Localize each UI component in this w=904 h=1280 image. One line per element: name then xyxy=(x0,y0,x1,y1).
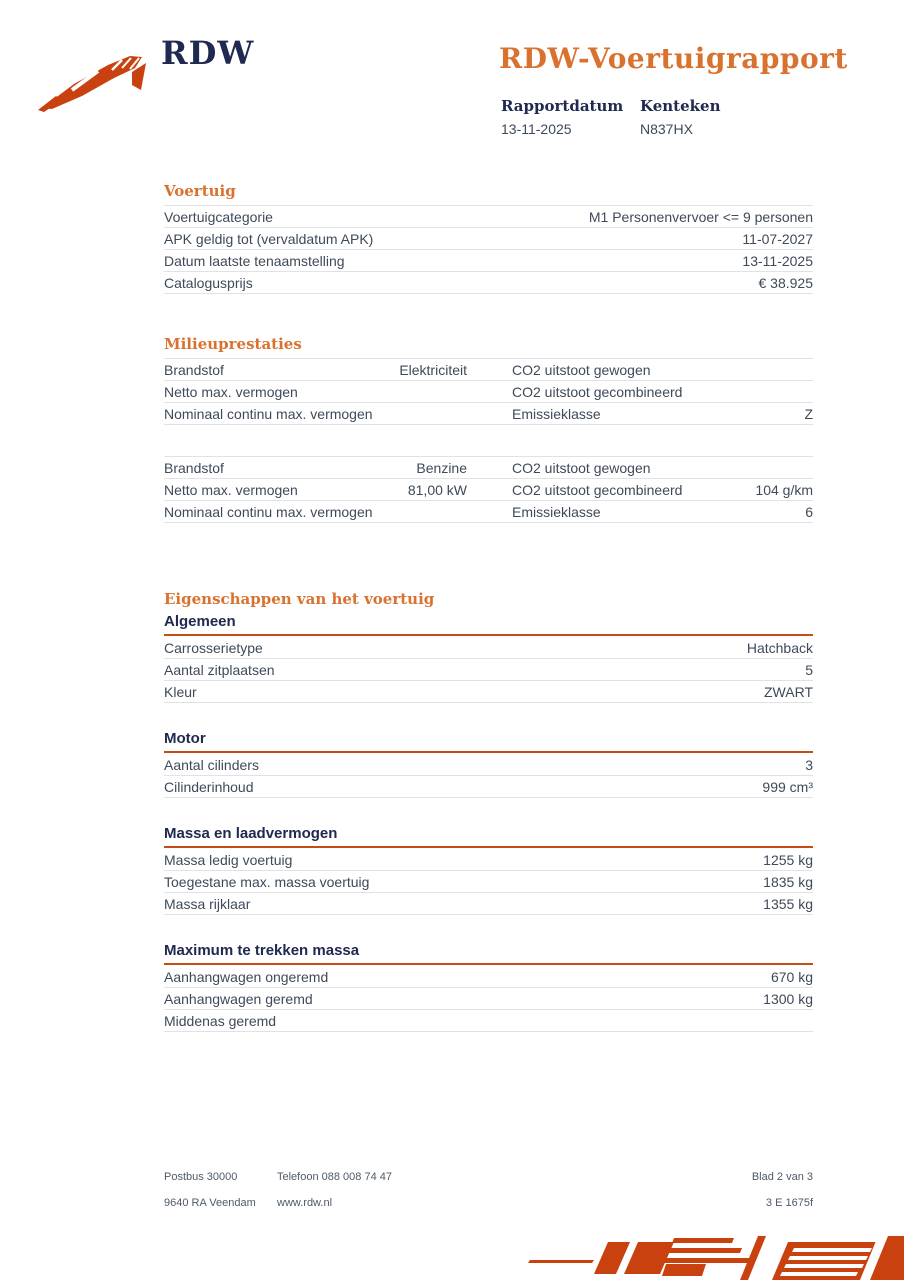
milieu-block xyxy=(164,358,813,425)
subsection-title: Algemeen xyxy=(164,613,236,630)
footer-page-indicator: Blad 2 van 3 xyxy=(751,1171,813,1183)
row-value: ZWART xyxy=(764,683,813,700)
row-label: Voertuigcategorie xyxy=(164,208,273,225)
row-label: CO2 uitstoot gewogen xyxy=(512,361,651,378)
report-meta xyxy=(501,97,779,137)
row-label: Aantal cilinders xyxy=(164,756,259,773)
row-value: Benzine xyxy=(416,459,467,476)
row-label: CO2 uitstoot gecombineerd xyxy=(512,383,683,400)
rdw-logo-swoosh-icon xyxy=(36,48,156,114)
row-right-cell xyxy=(512,406,813,422)
row-label: Massa ledig voertuig xyxy=(164,851,293,868)
row-value: 13-11-2025 xyxy=(742,252,813,269)
row-value: € 38.925 xyxy=(758,274,813,291)
row-left-cell xyxy=(164,406,467,422)
report-date-label: Rapportdatum xyxy=(501,97,624,115)
footer-address-line2: 9640 RA Veendam xyxy=(164,1197,256,1209)
table-row xyxy=(164,637,813,659)
row-label: Netto max. vermogen xyxy=(164,481,298,498)
row-value: 999 cm³ xyxy=(762,778,813,795)
subsection-rule xyxy=(164,751,813,753)
table-row xyxy=(164,849,813,871)
subsection-rule xyxy=(164,634,813,636)
footer-website: www.rdw.nl xyxy=(277,1197,333,1209)
page-title: RDW-Voertuigrapport xyxy=(499,42,848,75)
table-row xyxy=(164,359,813,381)
row-label: CO2 uitstoot gewogen xyxy=(512,459,651,476)
row-value: 1835 kg xyxy=(763,873,813,890)
row-left-cell xyxy=(164,482,467,498)
row-value: 81,00 kW xyxy=(407,481,467,498)
section-voertuig xyxy=(164,182,813,294)
row-value: 5 xyxy=(805,661,813,678)
row-label: APK geldig tot (vervaldatum APK) xyxy=(164,230,374,247)
row-label: Aantal zitplaatsen xyxy=(164,661,275,678)
report-date-block xyxy=(501,97,640,137)
row-label: Toegestane max. massa voertuig xyxy=(164,873,370,890)
table-row xyxy=(164,457,813,479)
section-title-eigenschappen: Eigenschappen van het voertuig xyxy=(164,590,435,608)
table-row xyxy=(164,988,813,1010)
license-plate-value: N837HX xyxy=(640,121,693,137)
row-label: Emissieklasse xyxy=(512,405,601,422)
row-label: Nominaal continu max. vermogen xyxy=(164,503,373,520)
row-right-cell xyxy=(512,460,813,476)
milieu-blocks xyxy=(164,358,813,523)
table-row xyxy=(164,1010,813,1032)
subsection xyxy=(164,942,813,1032)
table-row xyxy=(164,403,813,425)
subsection xyxy=(164,613,813,703)
voertuig-table xyxy=(164,205,813,294)
row-label: CO2 uitstoot gecombineerd xyxy=(512,481,683,498)
rdw-speedlines-graphic xyxy=(526,1234,904,1280)
row-value: 6 xyxy=(805,503,813,520)
row-value: 1255 kg xyxy=(763,851,813,868)
row-label: Aanhangwagen geremd xyxy=(164,990,313,1007)
rdw-wordmark: RDW xyxy=(161,34,255,72)
row-value: Elektriciteit xyxy=(399,361,467,378)
table-row xyxy=(164,228,813,250)
page-footer xyxy=(164,1171,813,1223)
row-label: Brandstof xyxy=(164,361,224,378)
row-label: Middenas geremd xyxy=(164,1012,277,1029)
table-row xyxy=(164,659,813,681)
row-value: 670 kg xyxy=(770,968,813,985)
row-label: Datum laatste tenaamstelling xyxy=(164,252,345,269)
subsection-table xyxy=(164,966,813,1032)
row-label: Emissieklasse xyxy=(512,503,601,520)
row-value: Hatchback xyxy=(746,639,813,656)
table-row xyxy=(164,501,813,523)
row-left-cell xyxy=(164,504,467,520)
report-date-value: 13-11-2025 xyxy=(501,121,572,137)
table-row xyxy=(164,479,813,501)
subsection-rule xyxy=(164,963,813,965)
subsection xyxy=(164,825,813,915)
subsection-table xyxy=(164,637,813,703)
subsection-title: Maximum te trekken massa xyxy=(164,942,360,959)
row-value: Z xyxy=(804,405,813,422)
subsection-rule xyxy=(164,846,813,848)
footer-doc-code: 3 E 1675f xyxy=(765,1197,813,1209)
row-right-cell xyxy=(512,384,813,400)
subsection-title: Motor xyxy=(164,730,206,747)
table-row xyxy=(164,966,813,988)
table-row xyxy=(164,250,813,272)
table-row xyxy=(164,206,813,228)
footer-row-2 xyxy=(164,1197,813,1209)
row-right-cell xyxy=(512,482,813,498)
row-left-cell xyxy=(164,384,467,400)
row-value: 11-07-2027 xyxy=(742,230,813,247)
footer-address-line1: Postbus 30000 xyxy=(164,1171,238,1183)
milieu-block xyxy=(164,456,813,523)
row-label: Nominaal continu max. vermogen xyxy=(164,405,373,422)
row-label: Netto max. vermogen xyxy=(164,383,298,400)
table-row xyxy=(164,871,813,893)
table-row xyxy=(164,754,813,776)
section-eigenschappen xyxy=(164,590,813,1032)
row-label: Brandstof xyxy=(164,459,224,476)
table-row xyxy=(164,893,813,915)
row-right-cell xyxy=(512,362,813,378)
table-row xyxy=(164,272,813,294)
section-milieuprestaties xyxy=(164,335,813,523)
row-label: Catalogusprijs xyxy=(164,274,253,291)
row-label: Kleur xyxy=(164,683,197,700)
footer-phone: Telefoon 088 008 74 47 xyxy=(277,1171,392,1183)
row-left-cell xyxy=(164,362,467,378)
row-left-cell xyxy=(164,460,467,476)
report-body xyxy=(164,182,813,1032)
row-value: 1300 kg xyxy=(763,990,813,1007)
row-label: Carrosserietype xyxy=(164,639,263,656)
row-value: M1 Personenvervoer <= 9 personen xyxy=(588,208,813,225)
row-value: 1355 kg xyxy=(763,895,813,912)
license-plate-label: Kenteken xyxy=(640,97,721,115)
subsection-table xyxy=(164,754,813,798)
row-value: 104 g/km xyxy=(755,481,813,498)
license-plate-block xyxy=(640,97,779,137)
table-row xyxy=(164,776,813,798)
row-value: 3 xyxy=(805,756,813,773)
subsection xyxy=(164,730,813,798)
section-title-voertuig: Voertuig xyxy=(164,182,236,200)
row-label: Massa rijklaar xyxy=(164,895,251,912)
subsection-table xyxy=(164,849,813,915)
table-row xyxy=(164,681,813,703)
row-right-cell xyxy=(512,504,813,520)
footer-row-1 xyxy=(164,1171,813,1183)
eigenschappen-subsections xyxy=(164,613,813,1032)
section-title-milieuprestaties: Milieuprestaties xyxy=(164,335,302,353)
row-label: Aanhangwagen ongeremd xyxy=(164,968,329,985)
subsection-title: Massa en laadvermogen xyxy=(164,825,338,842)
table-row xyxy=(164,381,813,403)
row-label: Cilinderinhoud xyxy=(164,778,254,795)
